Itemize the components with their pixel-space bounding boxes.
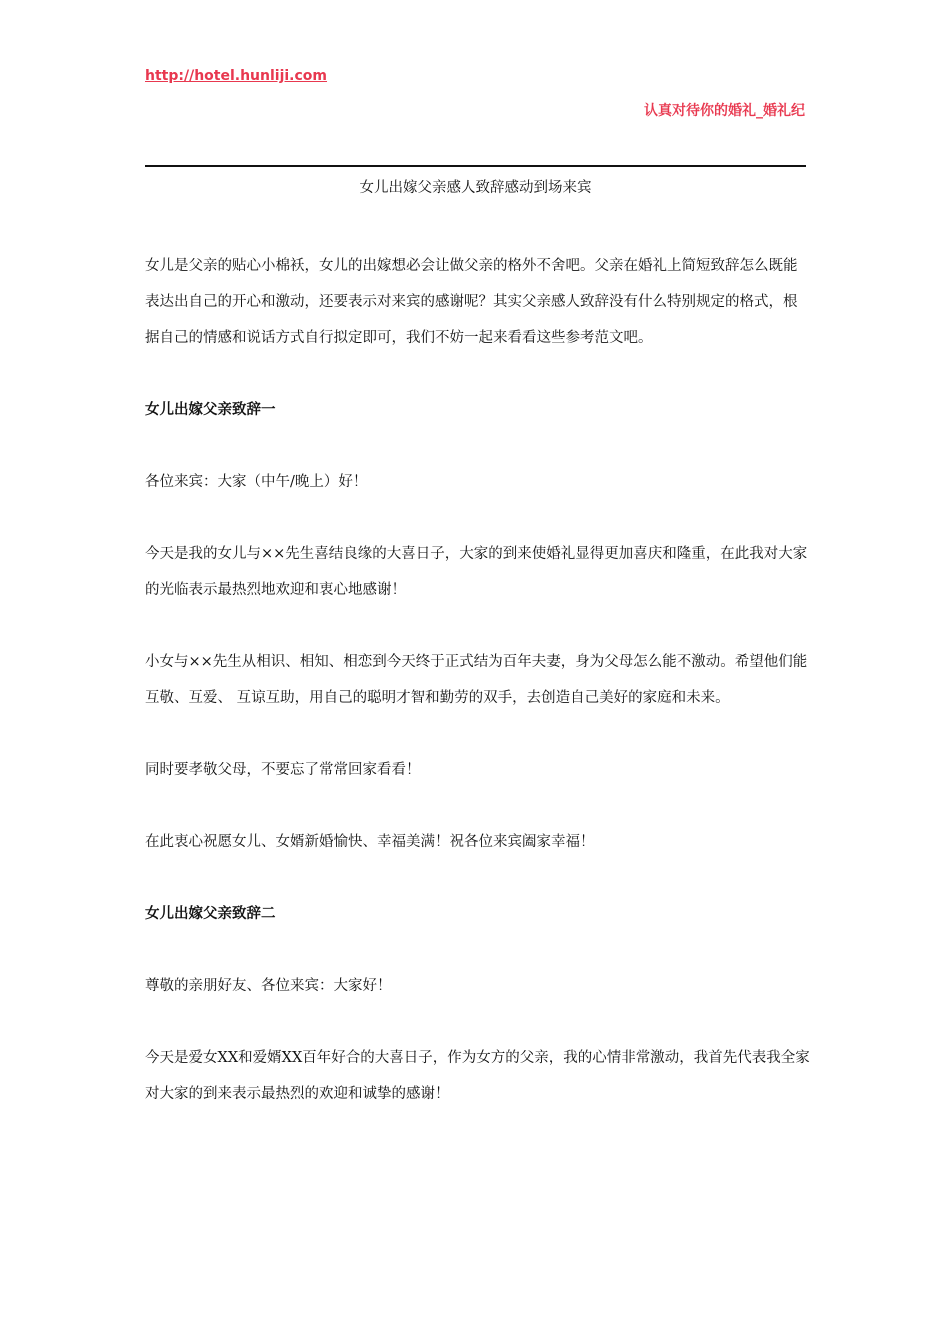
paragraph: 同时要孝敬父母，不要忘了常常回家看看！: [145, 762, 421, 778]
paragraph: 在此衷心祝愿女儿、女婿新婚愉快、幸福美满！祝各位来宾阖家幸福！: [145, 834, 595, 850]
intro-paragraph: 女儿是父亲的贴心小棉袄，女儿的出嫁想必会让做父亲的格外不舍吧。父亲在婚礼上简短致辞怎么既能表达出自己的开心和激动，还要表示对来宾的感谢呢？其实父亲感人致辞没有什么特别规定的格式，根据自己的情感和说话方式自行拟定即可，我们不妨一起来看看这些参考范文吧。: [145, 258, 798, 346]
header-tagline: 认真对待你的婚礼_婚礼纪: [644, 103, 805, 119]
document-body: [145, 248, 810, 1112]
paragraph: 小女与××先生从相识、相知、相恋到今天终于正式结为百年夫妻，身为父母怎么能不激动。希望他们能互敬、互爱、 互谅互助，用自己的聪明才智和勤劳的双手，去创造自己美好的家庭和未来。: [145, 654, 808, 706]
document-title: 女儿出嫁父亲感人致辞感动到场来宾: [359, 180, 592, 196]
header-divider: [145, 165, 806, 167]
header-url-link[interactable]: http://hotel.hunliji.com: [145, 68, 328, 84]
section-heading-2: 女儿出嫁父亲致辞二: [145, 906, 276, 922]
paragraph: 今天是我的女儿与××先生喜结良缘的大喜日子，大家的到来使婚礼显得更加喜庆和隆重，在此我对大家的光临表示最热烈地欢迎和衷心地感谢！: [145, 546, 808, 598]
section-heading-1: 女儿出嫁父亲致辞一: [145, 402, 276, 418]
paragraph: 尊敬的亲朋好友、各位来宾：大家好！: [145, 978, 392, 994]
paragraph: 各位来宾：大家（中午/晚上）好！: [145, 474, 368, 490]
paragraph: 今天是爱女XX和爱婿XX百年好合的大喜日子，作为女方的父亲，我的心情非常激动，我首先代表我全家对大家的到来表示最热烈的欢迎和诚挚的感谢！: [145, 1050, 810, 1102]
